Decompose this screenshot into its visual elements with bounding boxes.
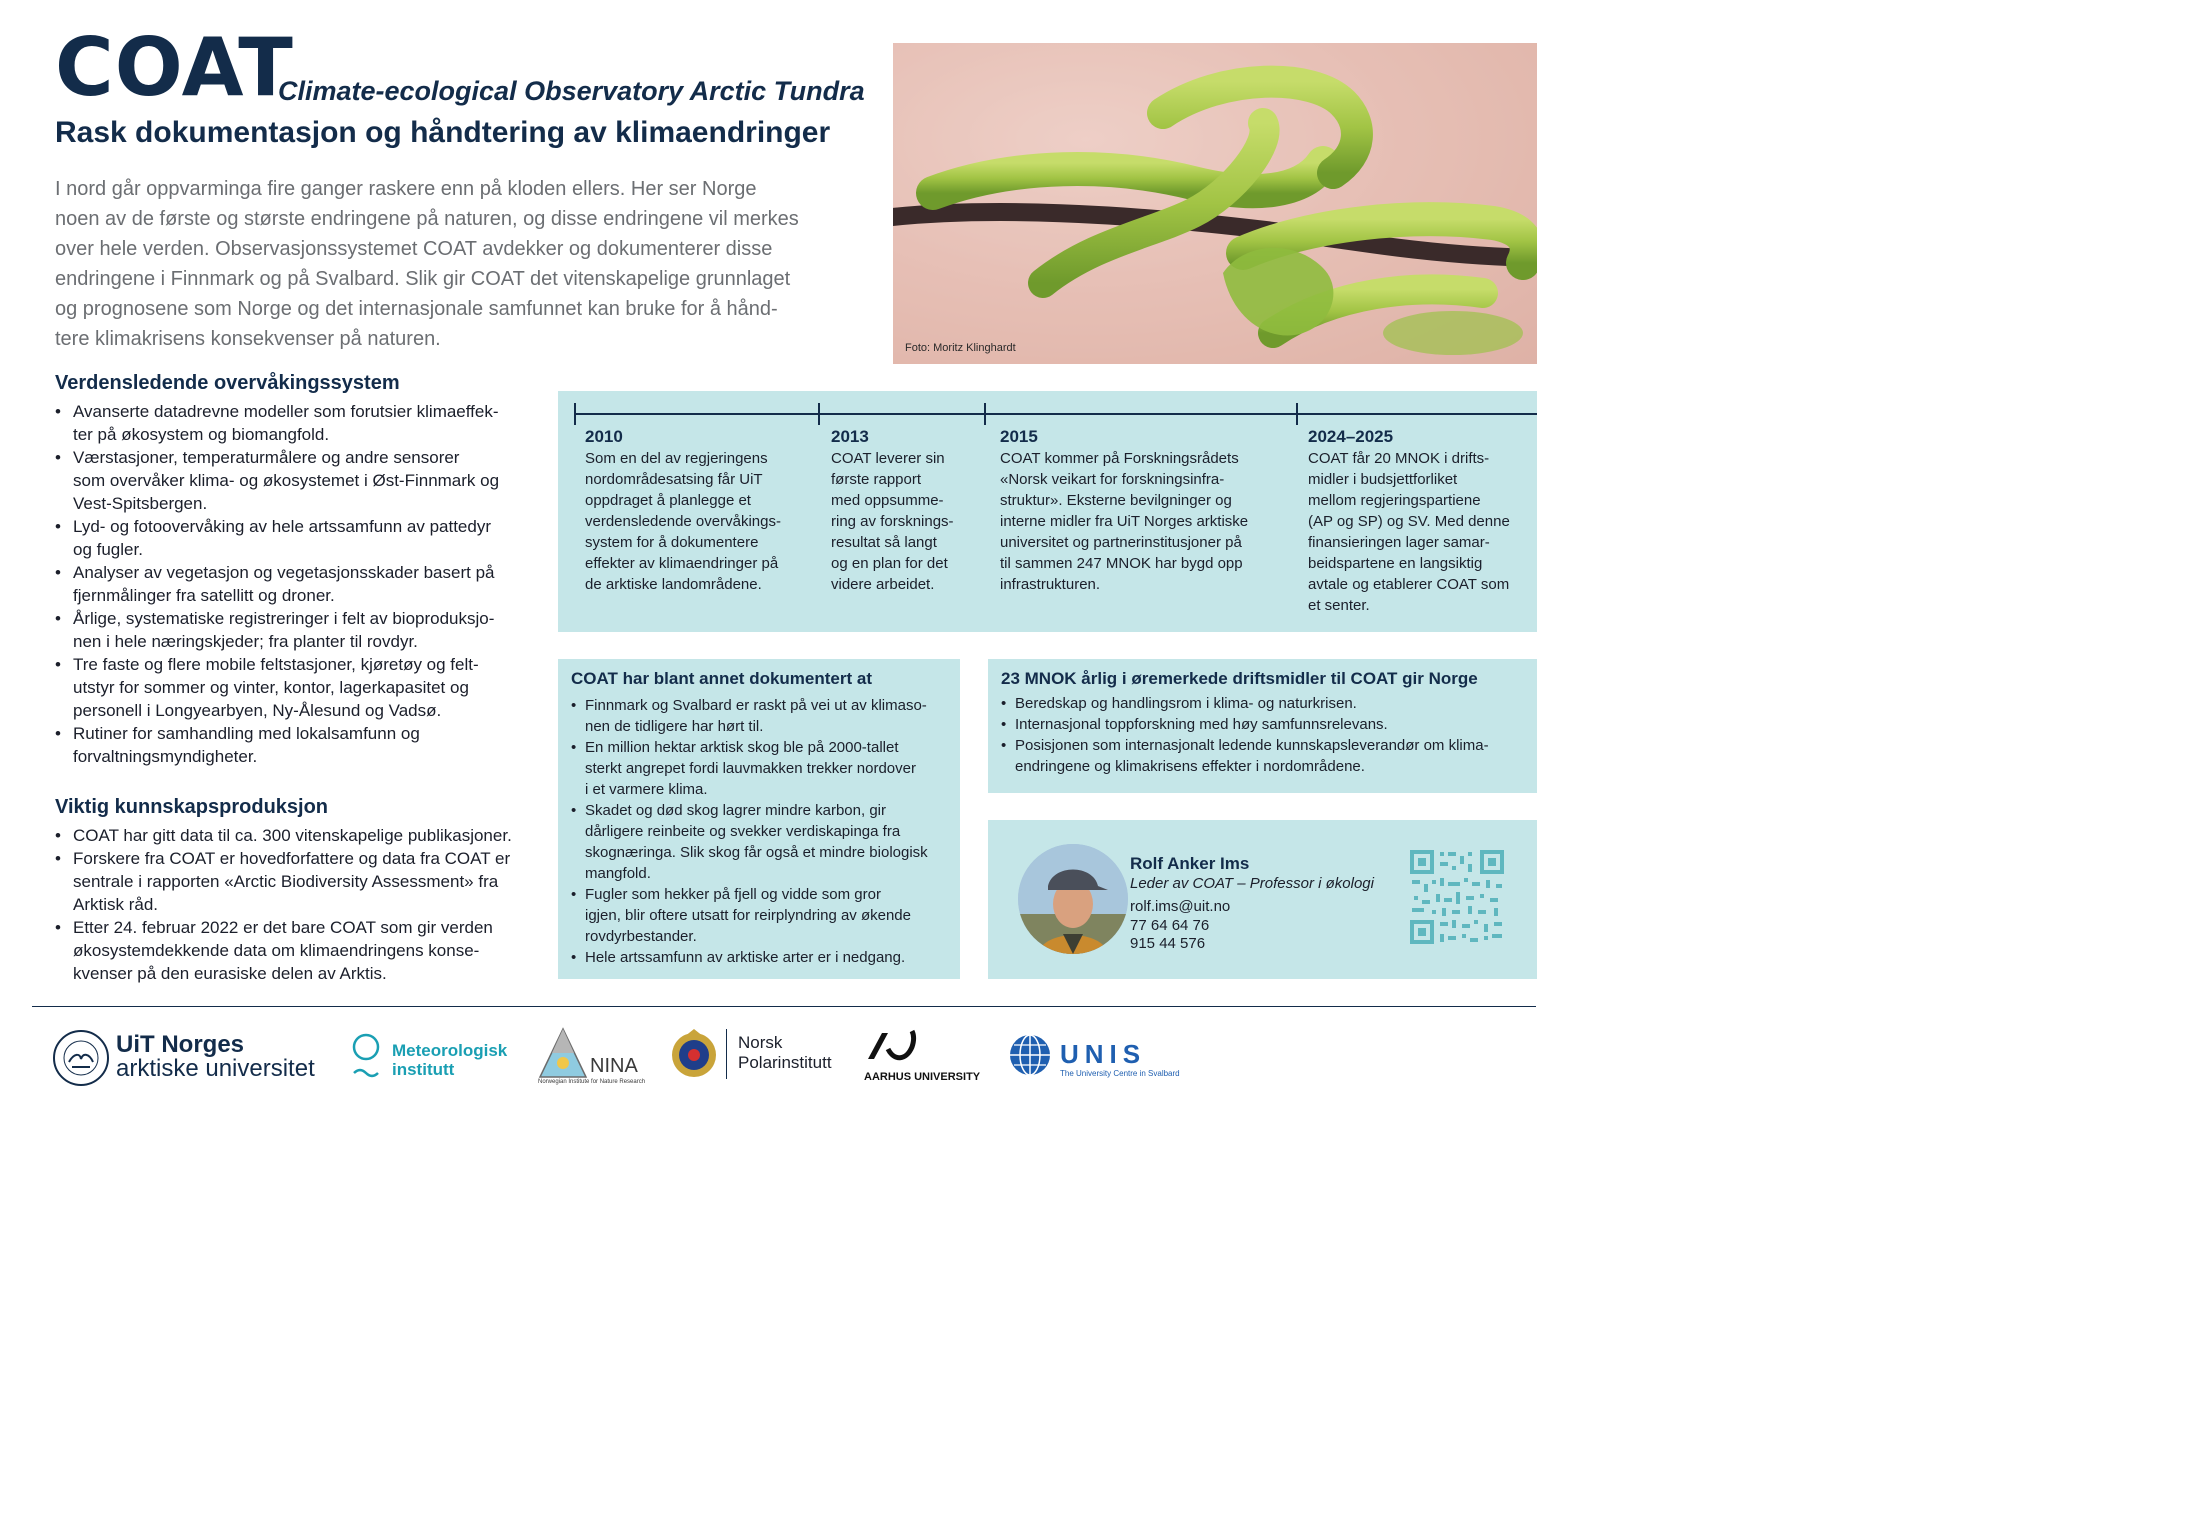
timeline-entry-2015: 2015 COAT kommer på Forskningsrådets «Norsk veikart for forskningsinfra- struktur». Eksterne bevilgninger og interne midler fra UiT Norges arktiske universitet og partnerinstitusjoner på til sammen 247 MNOK har bygd opp infrastrukturen. (1000, 426, 1290, 595)
list-item: • Årlige, systematiske registreringer i felt av bioproduksjo- nen i hele næringskjeder; fra planter til rovdyr. (55, 607, 535, 653)
uit-seal-icon (52, 1029, 110, 1087)
intro-line: I nord går oppvarminga fire ganger raskere enn på kloden ellers. Her ser Norge (55, 178, 757, 200)
list-item: • Værstasjoner, temperaturmålere og andre sensorer som overvåker klima- og økosystemet i Øst-Finnmark og Vest-Spitsbergen. (55, 446, 535, 515)
polar-institute-logo[interactable] (668, 1025, 832, 1085)
timeline-year: 2010 (585, 427, 623, 446)
section-heading-knowledge: Viktig kunnskapsproduksjon (55, 796, 329, 818)
documented-list (571, 695, 951, 968)
timeline-tick (984, 403, 986, 425)
person-photo-icon (1018, 844, 1128, 954)
documented-box (558, 659, 960, 979)
intro-line: over hele verden. Observasjonssystemet COAT avdekker og dokumenterer disse (55, 238, 773, 260)
polar-name-line2: Polarinstitutt (738, 1053, 832, 1072)
list-item: • Fugler som hekker på fjell og vidde som gror igjen, blir oftere utsatt for reirplyndring av økende rovdyrbestander. (571, 884, 951, 947)
box-heading: 23 MNOK årlig i øremerkede driftsmidler til COAT gir Norge (1001, 669, 1478, 688)
page-subtitle-norwegian: Rask dokumentasjon og håndtering av klimaendringer (55, 116, 831, 149)
list-item: • Avanserte datadrevne modeller som forutsier klimaeffek- ter på økosystem og biomangfold. (55, 400, 535, 446)
aarhus-name: AARHUS UNIVERSITY (864, 1071, 981, 1083)
polar-divider (726, 1029, 727, 1079)
caterpillar-illustration (893, 43, 1537, 364)
nina-logo[interactable] (538, 1025, 646, 1085)
funding-box (988, 659, 1537, 793)
polar-crest-icon (668, 1025, 720, 1081)
aarhus-mark-icon (864, 1029, 920, 1063)
list-item: • Skadet og død skog lagrer mindre karbon, gir dårligere reinbeite og svekker verdiskapinga fra skognæringa. Slik skog får også et mindre biologisk mangfold. (571, 800, 951, 884)
list-item: • Forskere fra COAT er hovedforfattere og data fra COAT er sentrale i rapporten «Arctic Biodiversity Assessment» fra Arktisk råd. (55, 847, 535, 916)
met-name-line2: institutt (392, 1060, 455, 1079)
page-title: COAT (55, 21, 294, 114)
page-subtitle-english: Climate-ecological Observatory Arctic Tundra (278, 76, 865, 106)
knowledge-list (55, 824, 535, 985)
contact-name: Rolf Anker Ims (1130, 854, 1250, 873)
list-item: • Tre faste og flere mobile feltstasjoner, kjøretøy og felt- utstyr for sommer og vinter, kontor, lagerkapasitet og personell i Longyearbyen, Ny-Ålesund og Vadsø. (55, 653, 535, 722)
timeline-year: 2015 (1000, 427, 1038, 446)
unis-name: UNIS (1060, 1039, 1147, 1069)
avatar (1018, 844, 1128, 954)
monitoring-list (55, 400, 535, 768)
timeline-tick (574, 403, 576, 425)
aarhus-logo[interactable] (864, 1025, 984, 1085)
list-item: • Internasjonal toppforskning med høy samfunnsrelevans. (1001, 714, 1531, 735)
polar-name-line1: Norsk (738, 1033, 783, 1052)
box-heading: COAT har blant annet dokumentert at (571, 669, 872, 688)
timeline-panel (558, 391, 1537, 632)
section-heading-monitoring: Verdensledende overvåkingssystem (55, 372, 400, 394)
list-item: • Analyser av vegetasjon og vegetasjonsskader basert på fjernmålinger fra satellitt og droner. (55, 561, 535, 607)
photo-credit: Foto: Moritz Klinghardt (905, 342, 1016, 354)
met-name-line1: Meteorologisk (392, 1041, 508, 1060)
intro-paragraph (55, 174, 875, 354)
list-item: • Finnmark og Svalbard er raskt på vei ut av klimaso- nen de tidligere har hørt til. (571, 695, 951, 737)
unis-subtitle: The University Centre in Svalbard (1060, 1069, 1180, 1078)
qr-code-icon[interactable] (1408, 848, 1506, 946)
contact-phone: 77 64 64 76 (1130, 917, 1210, 934)
intro-line: noen av de første og største endringene på naturen, og disse endringene vil merkes (55, 208, 799, 230)
uit-name-line1: UiT Norges (116, 1031, 245, 1058)
unis-logo[interactable] (1008, 1025, 1178, 1085)
timeline-axis (574, 413, 1537, 415)
met-logo[interactable] (352, 1025, 512, 1085)
met-logo-icon (352, 1033, 382, 1085)
uit-logo[interactable] (52, 1025, 322, 1085)
list-item: • Etter 24. februar 2022 er det bare COAT som gir verden økosystemdekkende data om klimaendringens konse- kvenser på den eurasiske delen av Arktis. (55, 916, 535, 985)
nina-name: NINA (590, 1055, 638, 1077)
intro-line: tere klimakrisens konsekvenser på naturen. (55, 328, 441, 350)
contact-role: Leder av COAT – Professor i økologi (1130, 875, 1374, 892)
uit-name-line2: arktiske universitet (116, 1055, 315, 1082)
contact-email-link[interactable]: rolf.ims@uit.no (1130, 898, 1231, 915)
timeline-year: 2024–2025 (1308, 427, 1394, 446)
intro-line: endringene i Finnmark og på Svalbard. Slik gir COAT det vitenskapelige grunnlaget (55, 268, 791, 290)
timeline-entry-2024-2025: 2024–2025 COAT får 20 MNOK i drifts- midler i budsjettforliket mellom regjeringspartiene (AP og SP) og SV. Med denne finansieringen lager samar- beidspartene en langsiktig avtale og etablerer COAT som et senter. (1308, 426, 1533, 616)
list-item: • En million hektar arktisk skog ble på 2000-tallet sterkt angrepet fordi lauvmakken trekker nordover i et varmere klima. (571, 737, 951, 800)
timeline-year: 2013 (831, 427, 869, 446)
timeline-tick (818, 403, 820, 425)
list-item: • Lyd- og fotoovervåking av hele artssamfunn av pattedyr og fugler. (55, 515, 535, 561)
list-item: • Rutiner for samhandling med lokalsamfunn og forvaltningsmyndigheter. (55, 722, 535, 768)
timeline-entry-2010: 2010 Som en del av regjeringens nordområdesatsing får UiT oppdraget å planlegge et verdensledende overvåkings- system for å dokumentere effekter av klimaendringer på de arktiske landområdene. (585, 426, 810, 595)
list-item: • Hele artssamfunn av arktiske arter er i nedgang. (571, 947, 951, 968)
list-item: • COAT har gitt data til ca. 300 vitenskapelige publikasjoner. (55, 824, 535, 847)
funding-list (1001, 693, 1531, 777)
nina-triangle-icon (538, 1027, 588, 1081)
timeline-tick (1296, 403, 1298, 425)
contact-phone: 915 44 576 (1130, 935, 1206, 952)
nina-subtitle: Norwegian Institute for Nature Research (538, 1079, 646, 1085)
list-item: • Posisjonen som internasjonalt ledende kunnskapsleverandør om klima- endringene og klimakrisens effekter i nordområdene. (1001, 735, 1531, 777)
caterpillar-photo (893, 43, 1537, 364)
contact-box (988, 820, 1537, 979)
intro-line: og prognosene som Norge og det internasjonale samfunnet kan bruke for å hånd- (55, 298, 778, 320)
unis-globe-icon (1008, 1033, 1052, 1077)
timeline-entry-2013: 2013 COAT leverer sin første rapport med oppsumme- ring av forsknings- resultat så langt og en plan for det videre arbeidet. (831, 426, 981, 595)
list-item: • Beredskap og handlingsrom i klima- og naturkrisen. (1001, 693, 1531, 714)
footer-divider (32, 1006, 1536, 1007)
